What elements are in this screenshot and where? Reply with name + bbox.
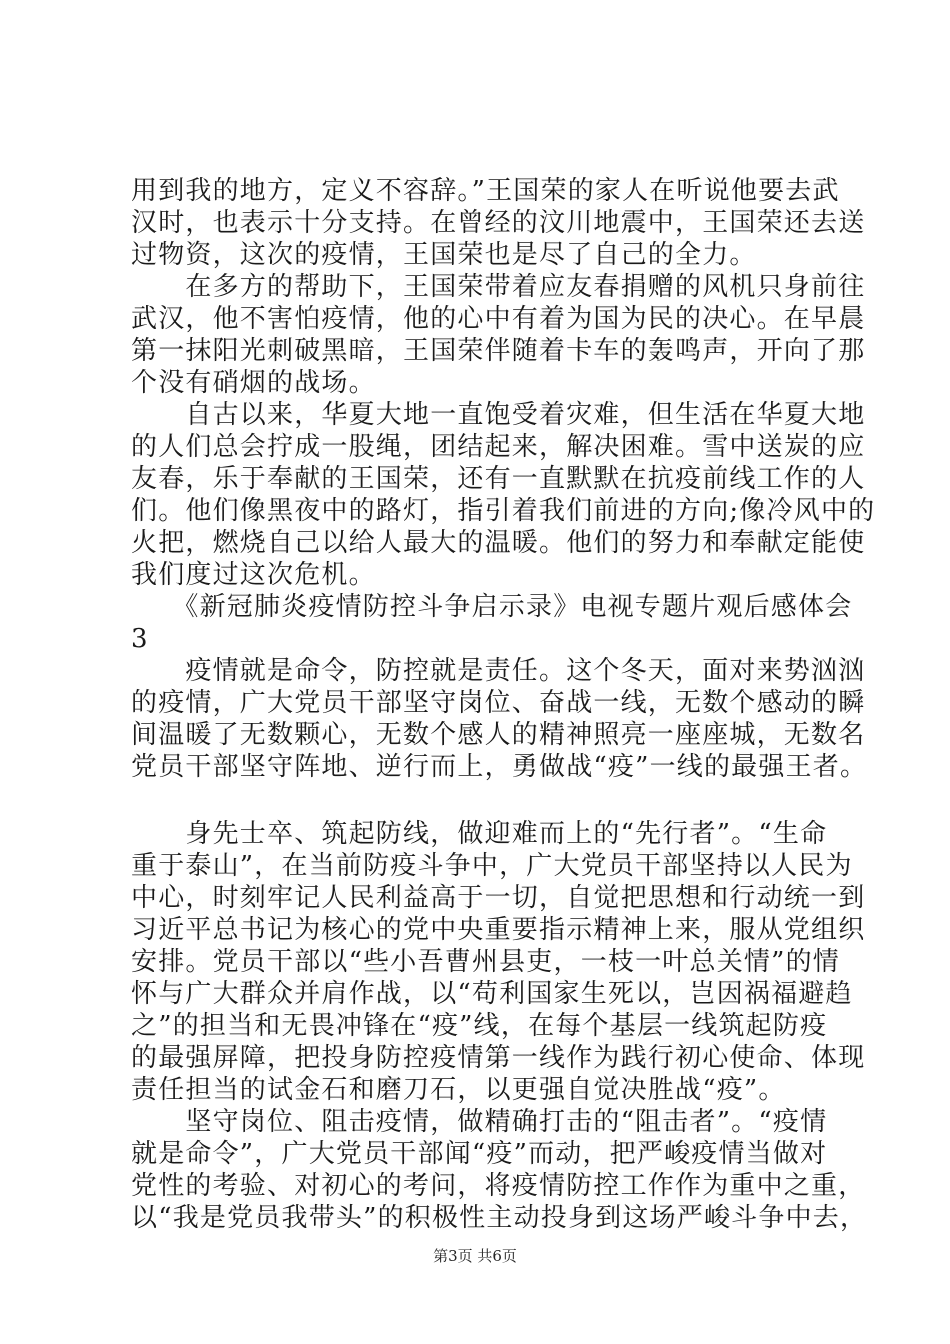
text-line: 之”的担当和无畏冲锋在“疫”线，在每个基层一线筑起防疫	[131, 1011, 828, 1041]
text-line: 党员干部坚守阵地、逆行而上，勇做战“疫”一线的最强王者。	[131, 752, 868, 782]
text-line: 中心，时刻牢记人民利益高于一切，自觉把思想和行动统一到	[131, 883, 866, 913]
text-line: 用到我的地方，定义不容辞。”王国荣的家人在听说他要去武	[131, 176, 840, 206]
text-line: 们。他们像黑夜中的路灯，指引着我们前进的方向;像冷风中的	[131, 496, 876, 526]
article-title: 《新冠肺炎疫情防控斗争启示录》电视专题片观后感体会	[131, 592, 853, 622]
text-line: 第一抹阳光刺破黑暗，王国荣伴随着卡车的轰鸣声，开向了那	[131, 336, 866, 366]
text-line: 火把，燃烧自己以给人最大的温暖。他们的努力和奉献定能使	[131, 528, 866, 558]
text-line: 我们度过这次危机。	[131, 560, 376, 590]
text-line: 身先士卒、筑起防线，做迎难而上的“先行者”。“生命	[131, 819, 828, 849]
text-line: 过物资，这次的疫情，王国荣也是尽了自己的全力。	[131, 240, 757, 270]
text-line: 习近平总书记为核心的党中央重要指示精神上来，服从党组织	[131, 915, 866, 945]
text-line: 责任担当的试金石和磨刀石，以更强自觉决胜战“疫”。	[131, 1075, 786, 1105]
text-line: 汉时，也表示十分支持。在曾经的汶川地震中，王国荣还去送	[131, 208, 866, 238]
text-line: 武汉，他不害怕疫情，他的心中有着为国为民的决心。在早晨	[131, 304, 866, 334]
page-number: 第3页 共6页	[433, 1247, 517, 1265]
article-title-number: 3	[131, 624, 149, 654]
text-line: 以“我是党员我带头”的积极性主动投身到这场严峻斗争中去，	[131, 1203, 868, 1233]
text-line: 安排。党员干部以“些小吾曹州县吏，一枝一叶总关情”的情	[131, 947, 840, 977]
text-line: 就是命令”，广大党员干部闻“疫”而动，把严峻疫情当做对	[131, 1139, 828, 1169]
text-line: 党性的考验、对初心的考问，将疫情防控工作作为重中之重，	[131, 1171, 866, 1201]
text-line: 怀与广大群众并肩作战，以“苟利国家生死以，岂因祸福避趋	[131, 979, 853, 1009]
text-line: 的最强屏障，把投身防控疫情第一线作为践行初心使命、体现	[131, 1043, 866, 1073]
text-line: 友春，乐于奉献的王国荣，还有一直默默在抗疫前线工作的人	[131, 464, 866, 494]
text-line: 的疫情，广大党员干部坚守岗位、奋战一线，无数个感动的瞬	[131, 688, 866, 718]
text-line: 间温暖了无数颗心，无数个感人的精神照亮一座座城，无数名	[131, 720, 866, 750]
text-line: 重于泰山”，在当前防疫斗争中，广大党员干部坚持以人民为	[131, 851, 853, 881]
text-line: 在多方的帮助下，王国荣带着应友春捐赠的风机只身前往	[131, 272, 866, 302]
text-line: 自古以来，华夏大地一直饱受着灾难，但生活在华夏大地	[131, 400, 866, 430]
text-line: 坚守岗位、阻击疫情，做精确打击的“阻击者”。“疫情	[131, 1107, 828, 1137]
text-line: 疫情就是命令，防控就是责任。这个冬天，面对来势汹汹	[131, 656, 866, 686]
text-line: 的人们总会拧成一股绳，团结起来，解决困难。雪中送炭的应	[131, 432, 866, 462]
text-line: 个没有硝烟的战场。	[131, 368, 376, 398]
